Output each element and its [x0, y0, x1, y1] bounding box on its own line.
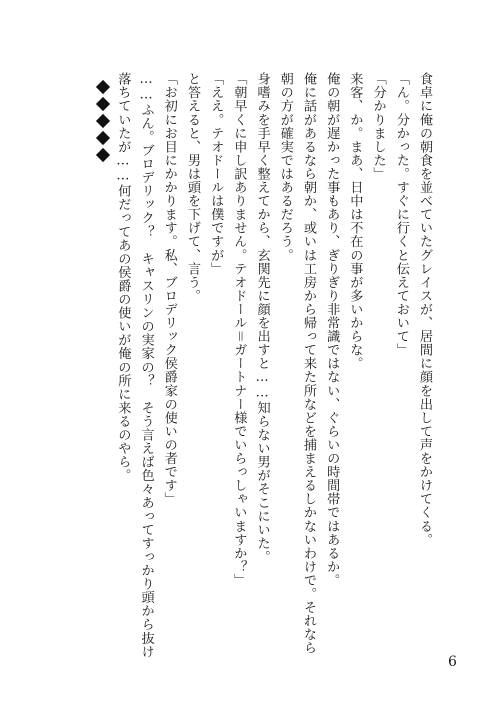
- text-line: と答えると、男は頭を下げて、言う。: [184, 72, 200, 303]
- page-number: 6: [448, 654, 457, 670]
- text-line: 落ちていたが……何だってあの侯爵の使いが俺の所に来るのやら。: [115, 72, 131, 483]
- text-line: 「ええ。テオドールは僕ですが」: [208, 72, 224, 276]
- vertical-text-block: [111, 72, 436, 659]
- text-line: 俺に話があるなら朝か、或いは工房から帰って来た所などを捕まえるしかないわけで。それなら: [300, 72, 316, 655]
- diamond-ornament-icon: [96, 131, 110, 145]
- diamond-ornament-icon: [96, 114, 110, 128]
- diamond-ornament-icon: [96, 97, 110, 111]
- text-line: ……ふん。ブロデリック？ キャスリンの実家の？ そう言えば色々あってすっかり頭から抜け: [138, 72, 154, 659]
- text-line: 食卓に俺の朝食を並べていたグレイスが、居間に顔を出して声をかけてくる。: [417, 72, 432, 547]
- text-line: 「ん。分かった。すぐに行くと伝えておいて」: [393, 72, 409, 357]
- text-line: 身嗜みを手早く整えてから、玄関先に顔を出すと……知らない男がそこにいた。: [254, 72, 270, 564]
- text-line: 「朝早くに申し訳ありません。テオドール＝ガートナー様でいらっしゃいますか？」: [231, 72, 247, 587]
- text-line: 来客、か。まあ、日中は不在の事が多いからな。: [347, 72, 363, 371]
- diamond-ornament-icon: [96, 148, 110, 162]
- text-line: 朝の方が確実ではあるだろう。: [277, 72, 293, 262]
- diamond-ornament-icon: [96, 80, 110, 94]
- text-line: 「お初にお目にかかります。私、ブロデリック侯爵家の使いの者です」: [161, 72, 177, 506]
- text-line: 俺の朝が遅かった事もあり、ぎりぎり非常識ではない、ぐらいの時間帯ではあるか。: [324, 72, 340, 587]
- text-line: 「分かりました」: [370, 72, 386, 181]
- section-break-ornament: [92, 80, 114, 162]
